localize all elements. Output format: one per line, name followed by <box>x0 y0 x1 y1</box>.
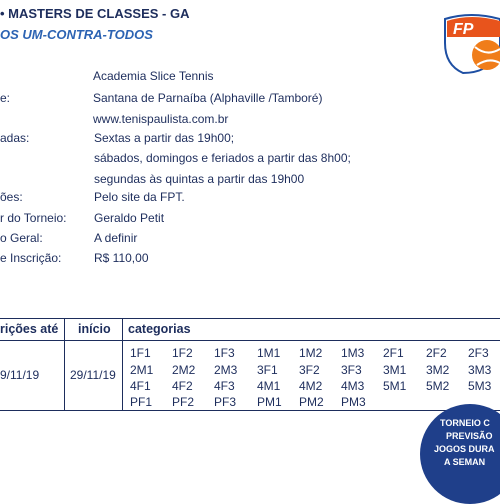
category-code: PF2 <box>172 395 195 409</box>
category-code: PF1 <box>130 395 153 409</box>
info-value: Santana de Parnaíba (Alphaville /Tamboré) <box>93 91 323 105</box>
page-title: • MASTERS DE CLASSES - GA <box>0 6 190 21</box>
info-value: sábados, domingos e feriados a partir das 8h00; <box>94 151 351 165</box>
category-code: 5M2 <box>426 379 450 393</box>
category-code: PM1 <box>257 395 282 409</box>
category-code: 1M1 <box>257 346 281 360</box>
badge-line: TORNEIO C <box>440 418 490 428</box>
table-divider <box>0 318 500 319</box>
table-divider <box>0 340 500 341</box>
category-code: 3F3 <box>341 363 362 377</box>
category-code: 1M2 <box>299 346 323 360</box>
table-divider <box>122 318 123 410</box>
table-divider <box>64 318 65 410</box>
badge-line: PREVISÃO <box>446 431 493 441</box>
category-code: 1F2 <box>172 346 193 360</box>
info-label: e Inscrição: <box>0 251 62 265</box>
info-label: r do Torneio: <box>0 211 67 225</box>
page-subtitle: OS UM-CONTRA-TODOS <box>0 27 153 42</box>
inicio-date: 29/11/19 <box>70 368 116 382</box>
category-code: 4M3 <box>341 379 365 393</box>
category-code: 2M3 <box>214 363 238 377</box>
badge-line: JOGOS DURA <box>434 444 495 454</box>
badge-line: A SEMAN <box>444 457 486 467</box>
category-code: PF3 <box>214 395 237 409</box>
info-label: e: <box>0 91 11 105</box>
info-value: Sextas a partir das 19h00; <box>94 131 235 145</box>
category-code: 1M3 <box>341 346 365 360</box>
header-inicio: início <box>78 322 111 336</box>
inscricoes-date: 9/11/19 <box>0 368 40 382</box>
info-value: R$ 110,00 <box>94 251 149 265</box>
category-code: 2M2 <box>172 363 196 377</box>
category-code: 4F1 <box>130 379 151 393</box>
table-divider <box>0 410 500 411</box>
category-code: 2M1 <box>130 363 154 377</box>
info-value: www.tenispaulista.com.br <box>93 112 229 126</box>
category-code: 1F3 <box>214 346 235 360</box>
category-code: 4M1 <box>257 379 281 393</box>
info-value: Pelo site da FPT. <box>94 190 185 204</box>
category-code: 3F2 <box>299 363 320 377</box>
category-code: 1F1 <box>130 346 151 360</box>
category-code: 4M2 <box>299 379 323 393</box>
info-badge <box>420 404 500 504</box>
logo-text: FP <box>453 21 474 38</box>
category-code: 3M2 <box>426 363 450 377</box>
category-code: 3F1 <box>257 363 278 377</box>
info-value: A definir <box>94 231 138 245</box>
info-label: o Geral: <box>0 231 43 245</box>
category-code: PM3 <box>341 395 366 409</box>
category-code: 5M1 <box>383 379 407 393</box>
category-code: 2F2 <box>426 346 447 360</box>
category-code: 2F1 <box>383 346 404 360</box>
header-categorias: categorias <box>128 322 191 336</box>
category-code: 4F3 <box>214 379 235 393</box>
category-code: 4F2 <box>172 379 193 393</box>
info-value: Academia Slice Tennis <box>93 69 214 83</box>
category-code: 3M1 <box>383 363 407 377</box>
info-label: ões: <box>0 190 23 204</box>
info-label: adas: <box>0 131 30 145</box>
info-value: segundas às quintas a partir das 19h00 <box>94 172 305 186</box>
fpt-logo <box>443 13 500 77</box>
category-code: PM2 <box>299 395 324 409</box>
info-value: Geraldo Petit <box>94 211 165 225</box>
category-code: 2F3 <box>468 346 489 360</box>
category-code: 5M3 <box>468 379 492 393</box>
category-code: 3M3 <box>468 363 492 377</box>
header-inscricoes: rições até <box>0 322 59 336</box>
